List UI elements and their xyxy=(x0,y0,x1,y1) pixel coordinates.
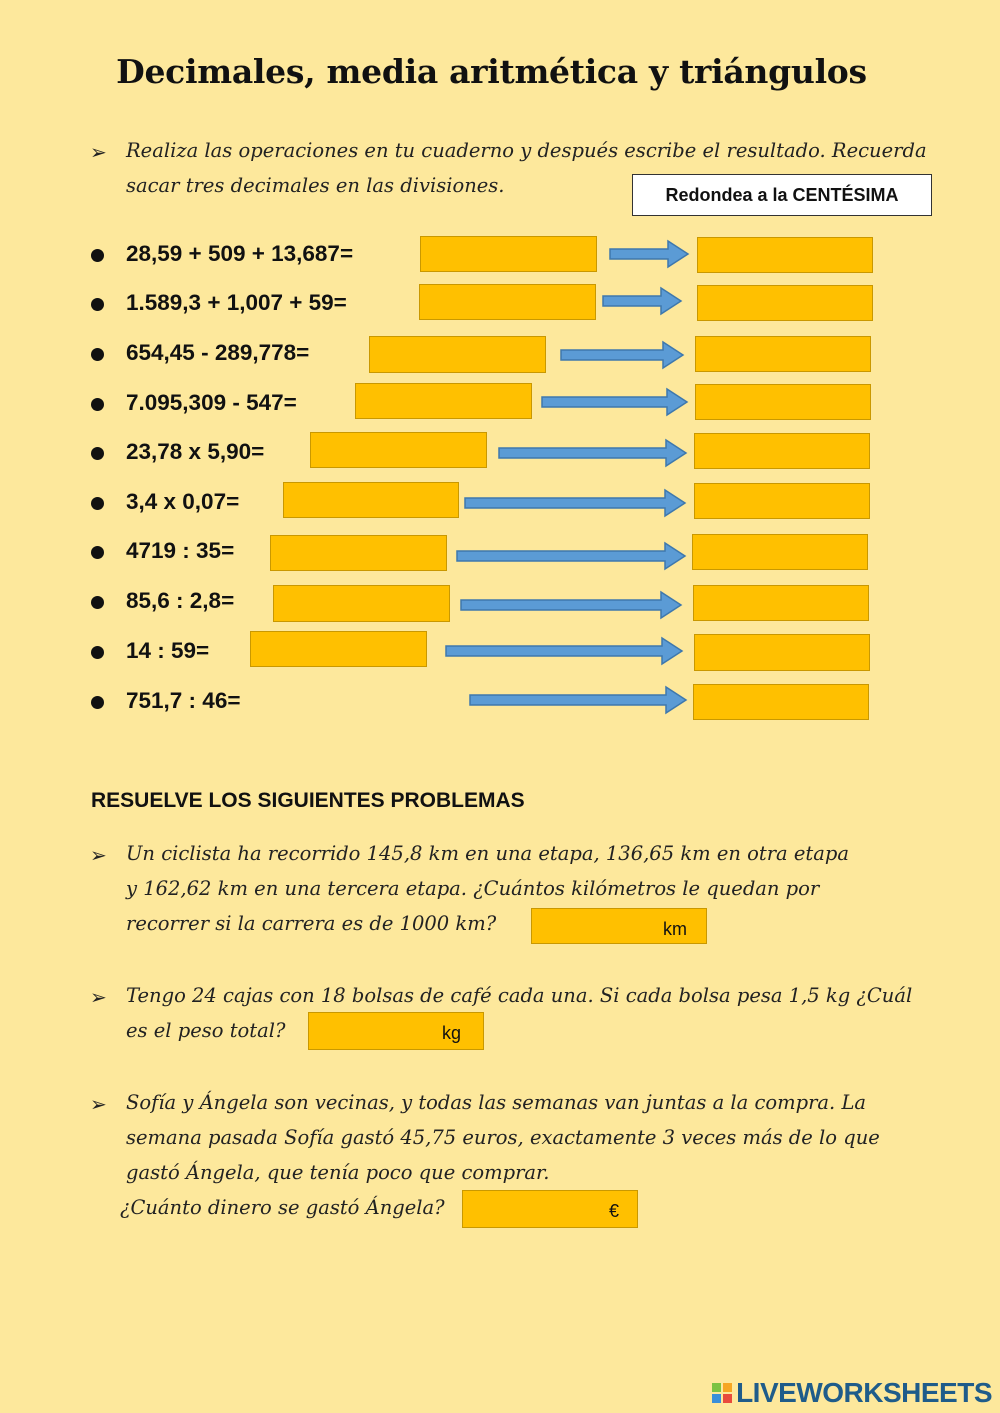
answer-box-7[interactable] xyxy=(270,535,447,571)
arrow-right-icon xyxy=(469,685,687,715)
operation-10: 751,7 : 46= xyxy=(126,688,241,713)
bullet-dot-icon xyxy=(91,497,104,510)
answer-input-6[interactable] xyxy=(284,483,470,517)
rounded-box-2[interactable] xyxy=(697,285,873,321)
bullet-dot-icon xyxy=(91,696,104,709)
problem-1-line-2: y 162,62 km en una tercera etapa. ¿Cuántos kilómetros le quedan por xyxy=(126,877,820,900)
problem-1-line-3: recorrer si la carrera es de 1000 km? xyxy=(126,912,497,935)
arrow-right-icon xyxy=(445,636,683,666)
problem-3-answer-box[interactable] xyxy=(462,1190,638,1228)
operation-9: 14 : 59= xyxy=(126,638,210,663)
answer-box-4[interactable] xyxy=(355,383,532,419)
instructions-line-2: sacar tres decimales en las divisiones. xyxy=(126,174,505,197)
arrow-right-icon xyxy=(498,438,687,468)
problem-2-line-1: Tengo 24 cajas con 18 bolsas de café cada una. Si cada bolsa pesa 1,5 kg ¿Cuál xyxy=(126,984,913,1007)
arrow-bullet-icon: ➢ xyxy=(90,1094,107,1116)
rounded-input-1[interactable] xyxy=(698,238,884,272)
arrow-right-icon xyxy=(541,387,688,417)
rounded-input-4[interactable] xyxy=(696,385,882,419)
answer-box-1[interactable] xyxy=(420,236,597,272)
problem-3-unit: € xyxy=(609,1201,620,1221)
operation-5: 23,78 x 5,90= xyxy=(126,439,265,464)
footer-brand: LIVEWORKSHEETS xyxy=(736,1377,992,1408)
bullet-dot-icon xyxy=(91,348,104,361)
rounded-box-3[interactable] xyxy=(695,336,871,372)
rounded-input-9[interactable] xyxy=(695,635,881,670)
answer-box-9[interactable] xyxy=(250,631,427,667)
problem-1-line-1: Un ciclista ha recorrido 145,8 km en una etapa, 136,65 km en otra etapa xyxy=(126,842,849,865)
answer-input-1[interactable] xyxy=(421,237,608,271)
answer-box-3[interactable] xyxy=(369,336,546,373)
problem-3-line-4: ¿Cuánto dinero se gastó Ángela? xyxy=(120,1196,445,1219)
rounded-box-9[interactable] xyxy=(694,634,870,671)
operation-3: 654,45 - 289,778= xyxy=(126,340,310,365)
arrow-right-icon xyxy=(609,239,689,269)
operation-1: 28,59 + 509 + 13,687= xyxy=(126,241,354,266)
bullet-dot-icon xyxy=(91,546,104,559)
rounded-input-5[interactable] xyxy=(695,434,881,468)
rounded-input-3[interactable] xyxy=(696,337,882,371)
rounded-input-10[interactable] xyxy=(694,685,880,719)
rounded-box-8[interactable] xyxy=(693,585,869,621)
operation-4: 7.095,309 - 547= xyxy=(126,390,297,415)
problems-heading: RESUELVE LOS SIGUIENTES PROBLEMAS xyxy=(91,789,525,812)
answer-input-8[interactable] xyxy=(274,586,461,621)
problem-1-unit: km xyxy=(663,919,687,939)
rounded-input-2[interactable] xyxy=(698,286,884,320)
answer-box-6[interactable] xyxy=(283,482,459,518)
problem-2-unit: kg xyxy=(442,1023,462,1043)
arrow-right-icon xyxy=(464,488,686,518)
arrow-right-icon xyxy=(460,590,682,620)
problem-3-line-3: gastó Ángela, que tenía poco que comprar. xyxy=(126,1161,550,1184)
rounded-box-4[interactable] xyxy=(695,384,871,420)
answer-input-9[interactable] xyxy=(251,632,438,666)
arrow-bullet-icon: ➢ xyxy=(90,845,107,867)
rounded-input-7[interactable] xyxy=(693,535,879,569)
problem-2-line-2: es el peso total? xyxy=(126,1019,286,1042)
arrow-right-icon xyxy=(560,340,684,370)
operation-8: 85,6 : 2,8= xyxy=(126,588,235,613)
bullet-dot-icon xyxy=(91,249,104,262)
operation-6: 3,4 x 0,07= xyxy=(126,489,240,514)
answer-box-8[interactable] xyxy=(273,585,450,622)
bullet-dot-icon xyxy=(91,646,104,659)
round-note-label: Redondea a la CENTÉSIMA xyxy=(665,184,899,205)
bullet-dot-icon xyxy=(91,298,104,311)
problem-1-answer-box[interactable] xyxy=(531,908,707,944)
problem-3-line-1: Sofía y Ángela son vecinas, y todas las semanas van juntas a la compra. La xyxy=(126,1091,867,1114)
arrow-right-icon xyxy=(602,286,682,316)
rounded-box-7[interactable] xyxy=(692,534,868,570)
rounded-box-1[interactable] xyxy=(697,237,873,273)
liveworksheets-logo xyxy=(711,1377,992,1409)
arrow-right-icon xyxy=(456,541,686,571)
answer-input-3[interactable] xyxy=(370,337,557,372)
logo-squares-icon xyxy=(711,1382,733,1404)
answer-input-5[interactable] xyxy=(311,433,498,467)
bullet-dot-icon xyxy=(91,398,104,411)
rounded-input-6[interactable] xyxy=(695,484,881,518)
problem-3-line-2: semana pasada Sofía gastó 45,75 euros, exactamente 3 veces más de lo que xyxy=(126,1126,880,1149)
operation-7: 4719 : 35= xyxy=(126,538,235,563)
page-title: Decimales, media aritmética y triángulos xyxy=(116,52,867,91)
problem-2-answer-box[interactable] xyxy=(308,1012,484,1050)
rounded-box-10[interactable] xyxy=(693,684,869,720)
rounded-box-5[interactable] xyxy=(694,433,870,469)
answer-box-5[interactable] xyxy=(310,432,487,468)
answer-input-7[interactable] xyxy=(271,536,458,570)
answer-input-4[interactable] xyxy=(356,384,543,418)
problem-3-answer-input[interactable] xyxy=(463,1191,605,1227)
arrow-bullet-icon: ➢ xyxy=(90,142,107,164)
answer-box-2[interactable] xyxy=(419,284,596,320)
problem-1-answer-input[interactable] xyxy=(532,909,664,943)
problem-2-answer-input[interactable] xyxy=(309,1013,441,1049)
arrow-bullet-icon: ➢ xyxy=(90,987,107,1009)
answer-input-2[interactable] xyxy=(420,285,607,319)
rounded-input-8[interactable] xyxy=(694,586,880,620)
operation-2: 1.589,3 + 1,007 + 59= xyxy=(126,290,347,315)
bullet-dot-icon xyxy=(91,447,104,460)
round-note-box xyxy=(632,174,932,216)
bullet-dot-icon xyxy=(91,596,104,609)
rounded-box-6[interactable] xyxy=(694,483,870,519)
instructions-line-1: Realiza las operaciones en tu cuaderno y después escribe el resultado. Recuerda xyxy=(126,139,927,162)
